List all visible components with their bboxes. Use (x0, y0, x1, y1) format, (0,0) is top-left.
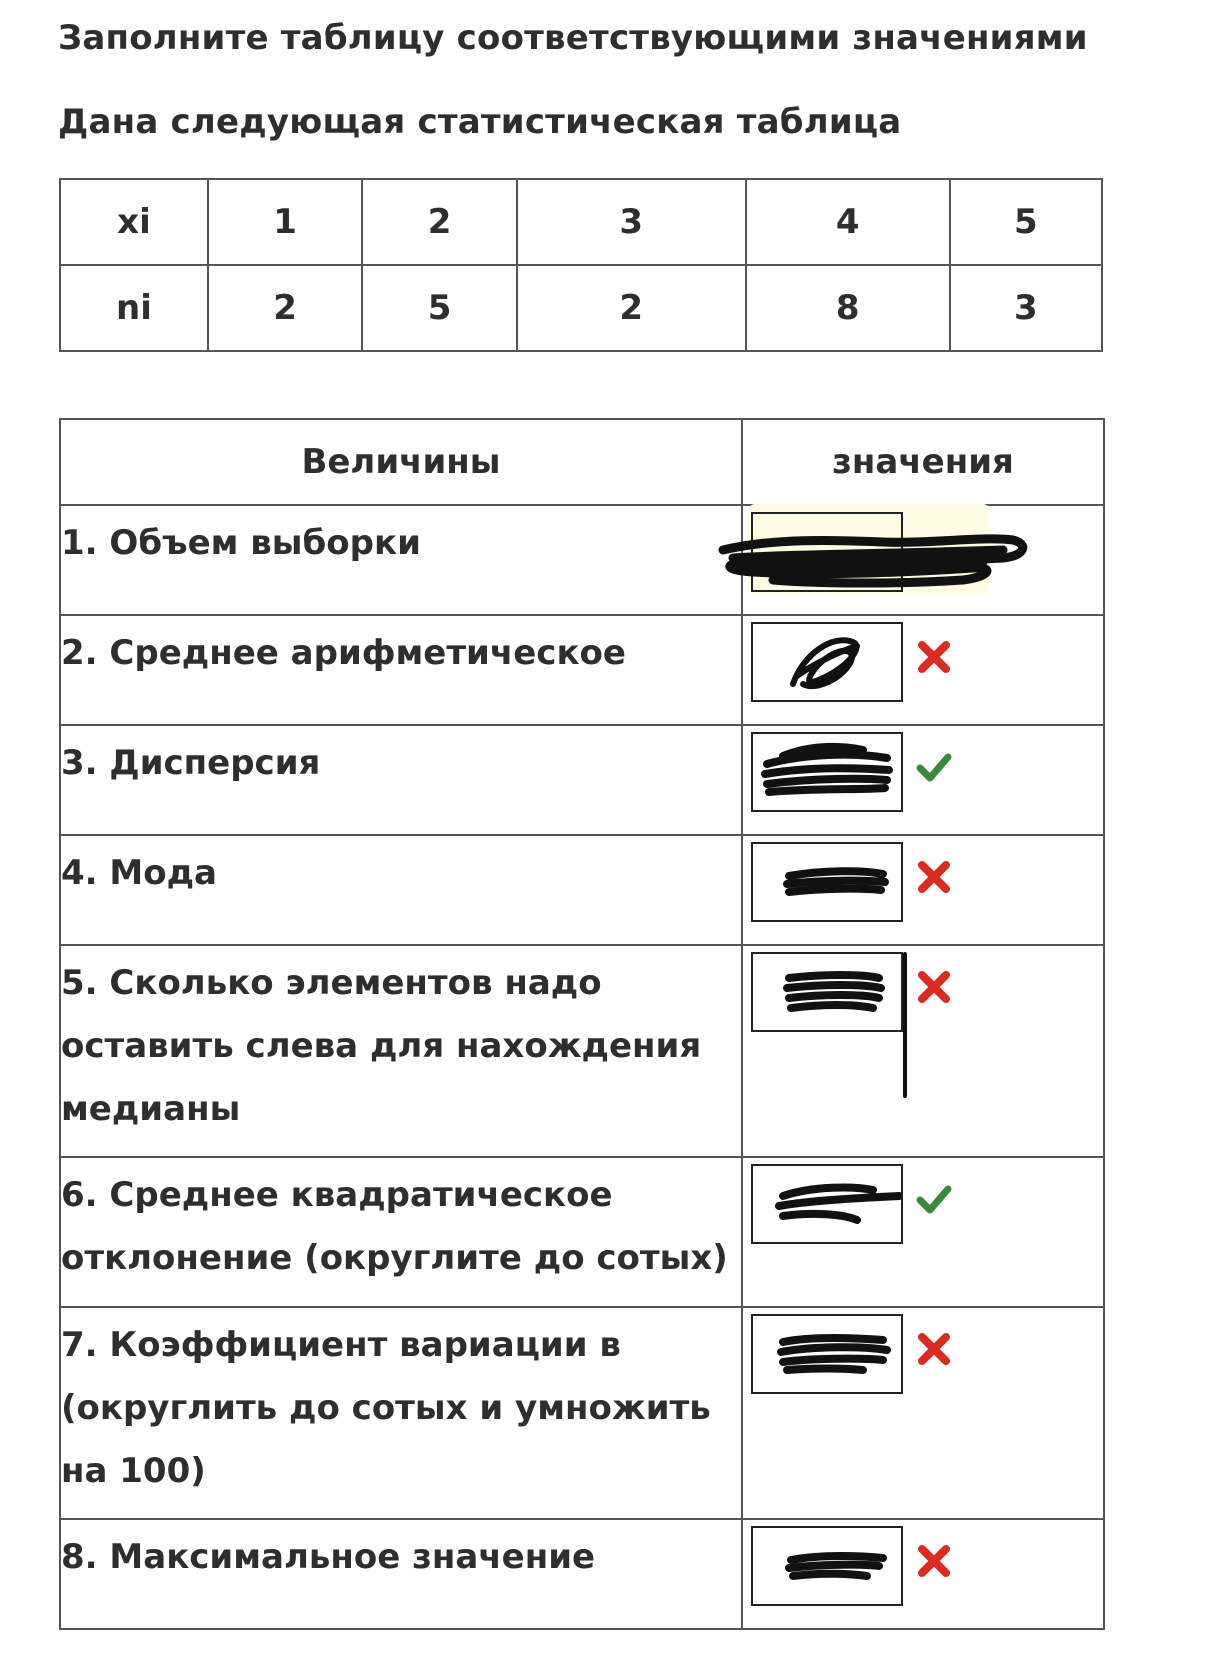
answer-field[interactable] (751, 1526, 903, 1606)
redaction-scribble (753, 954, 901, 1030)
n-value-cell: 2 (208, 265, 362, 351)
quantity-value-cell (742, 725, 1104, 835)
quantity-row (60, 1307, 1104, 1519)
header-quantities: Величины (60, 419, 742, 505)
x-value-cell: 4 (746, 179, 950, 265)
redaction-scribble (753, 844, 901, 920)
redaction-scribble (753, 1316, 901, 1392)
cross-icon (915, 1542, 953, 1580)
quantity-value-cell (742, 615, 1104, 725)
quantity-row (60, 835, 1104, 945)
check-icon (915, 1180, 953, 1218)
n-label-cell: ni (60, 265, 208, 351)
answer-field[interactable] (751, 622, 903, 702)
answer-field[interactable] (751, 842, 903, 922)
quantities-table (59, 418, 1105, 1630)
answer-field[interactable] (751, 1314, 903, 1394)
cross-icon (915, 1330, 953, 1368)
quantity-value-cell (742, 1307, 1104, 1519)
quantity-label: 6. Среднее квадратическое отклонение (округлите до сотых) (60, 1157, 742, 1307)
check-icon (915, 748, 953, 786)
x-value-cell: 2 (362, 179, 516, 265)
x-value-cell: 3 (517, 179, 746, 265)
pen-stroke (901, 950, 909, 1100)
redaction-scribble (753, 734, 901, 810)
quantity-value-cell (742, 1519, 1104, 1629)
redaction-scribble (753, 1528, 901, 1604)
quantity-row (60, 945, 1104, 1157)
answer-field[interactable] (751, 952, 903, 1032)
quantity-label: 4. Мода (60, 835, 742, 945)
quantity-row (60, 1157, 1104, 1307)
redaction-scribble (753, 1166, 901, 1242)
x-value-cell: 1 (208, 179, 362, 265)
frequency-table (59, 178, 1103, 352)
answer-field[interactable] (751, 732, 903, 812)
quantity-row (60, 505, 1104, 615)
quantity-row (60, 1519, 1104, 1629)
quantities-header-row (60, 419, 1104, 505)
table-subtitle: Дана следующая статистическая таблица (58, 102, 902, 142)
n-value-cell: 8 (746, 265, 950, 351)
x-value-cell: 5 (950, 179, 1102, 265)
quantity-label: 8. Максимальное значение (60, 1519, 742, 1629)
quantity-label: 5. Сколько элементов надо оставить слева для нахождения медианы (60, 945, 742, 1157)
n-value-cell: 3 (950, 265, 1102, 351)
quantity-value-cell (742, 945, 1104, 1157)
quantity-value-cell (742, 505, 1104, 615)
redaction-scribble (753, 624, 901, 700)
n-values-row (60, 265, 1102, 351)
answer-field[interactable] (751, 1164, 903, 1244)
cross-icon (915, 638, 953, 676)
redaction-scribble (713, 510, 1033, 594)
instructions-heading: Заполните таблицу соответствующими значениями (58, 18, 1088, 58)
cross-icon (915, 858, 953, 896)
quantity-row (60, 615, 1104, 725)
x-values-row (60, 179, 1102, 265)
quantity-row (60, 725, 1104, 835)
header-values: значения (742, 419, 1104, 505)
n-value-cell: 2 (517, 265, 746, 351)
x-label-cell: xi (60, 179, 208, 265)
quantity-label: 3. Дисперсия (60, 725, 742, 835)
quantity-label: 7. Коэффициент вариации в (округлить до сотых и умножить на 100) (60, 1307, 742, 1519)
cross-icon (915, 968, 953, 1006)
quantity-label: 2. Среднее арифметическое (60, 615, 742, 725)
n-value-cell: 5 (362, 265, 516, 351)
quantity-value-cell (742, 835, 1104, 945)
quantity-label: 1. Объем выборки (60, 505, 742, 615)
quantity-value-cell (742, 1157, 1104, 1307)
